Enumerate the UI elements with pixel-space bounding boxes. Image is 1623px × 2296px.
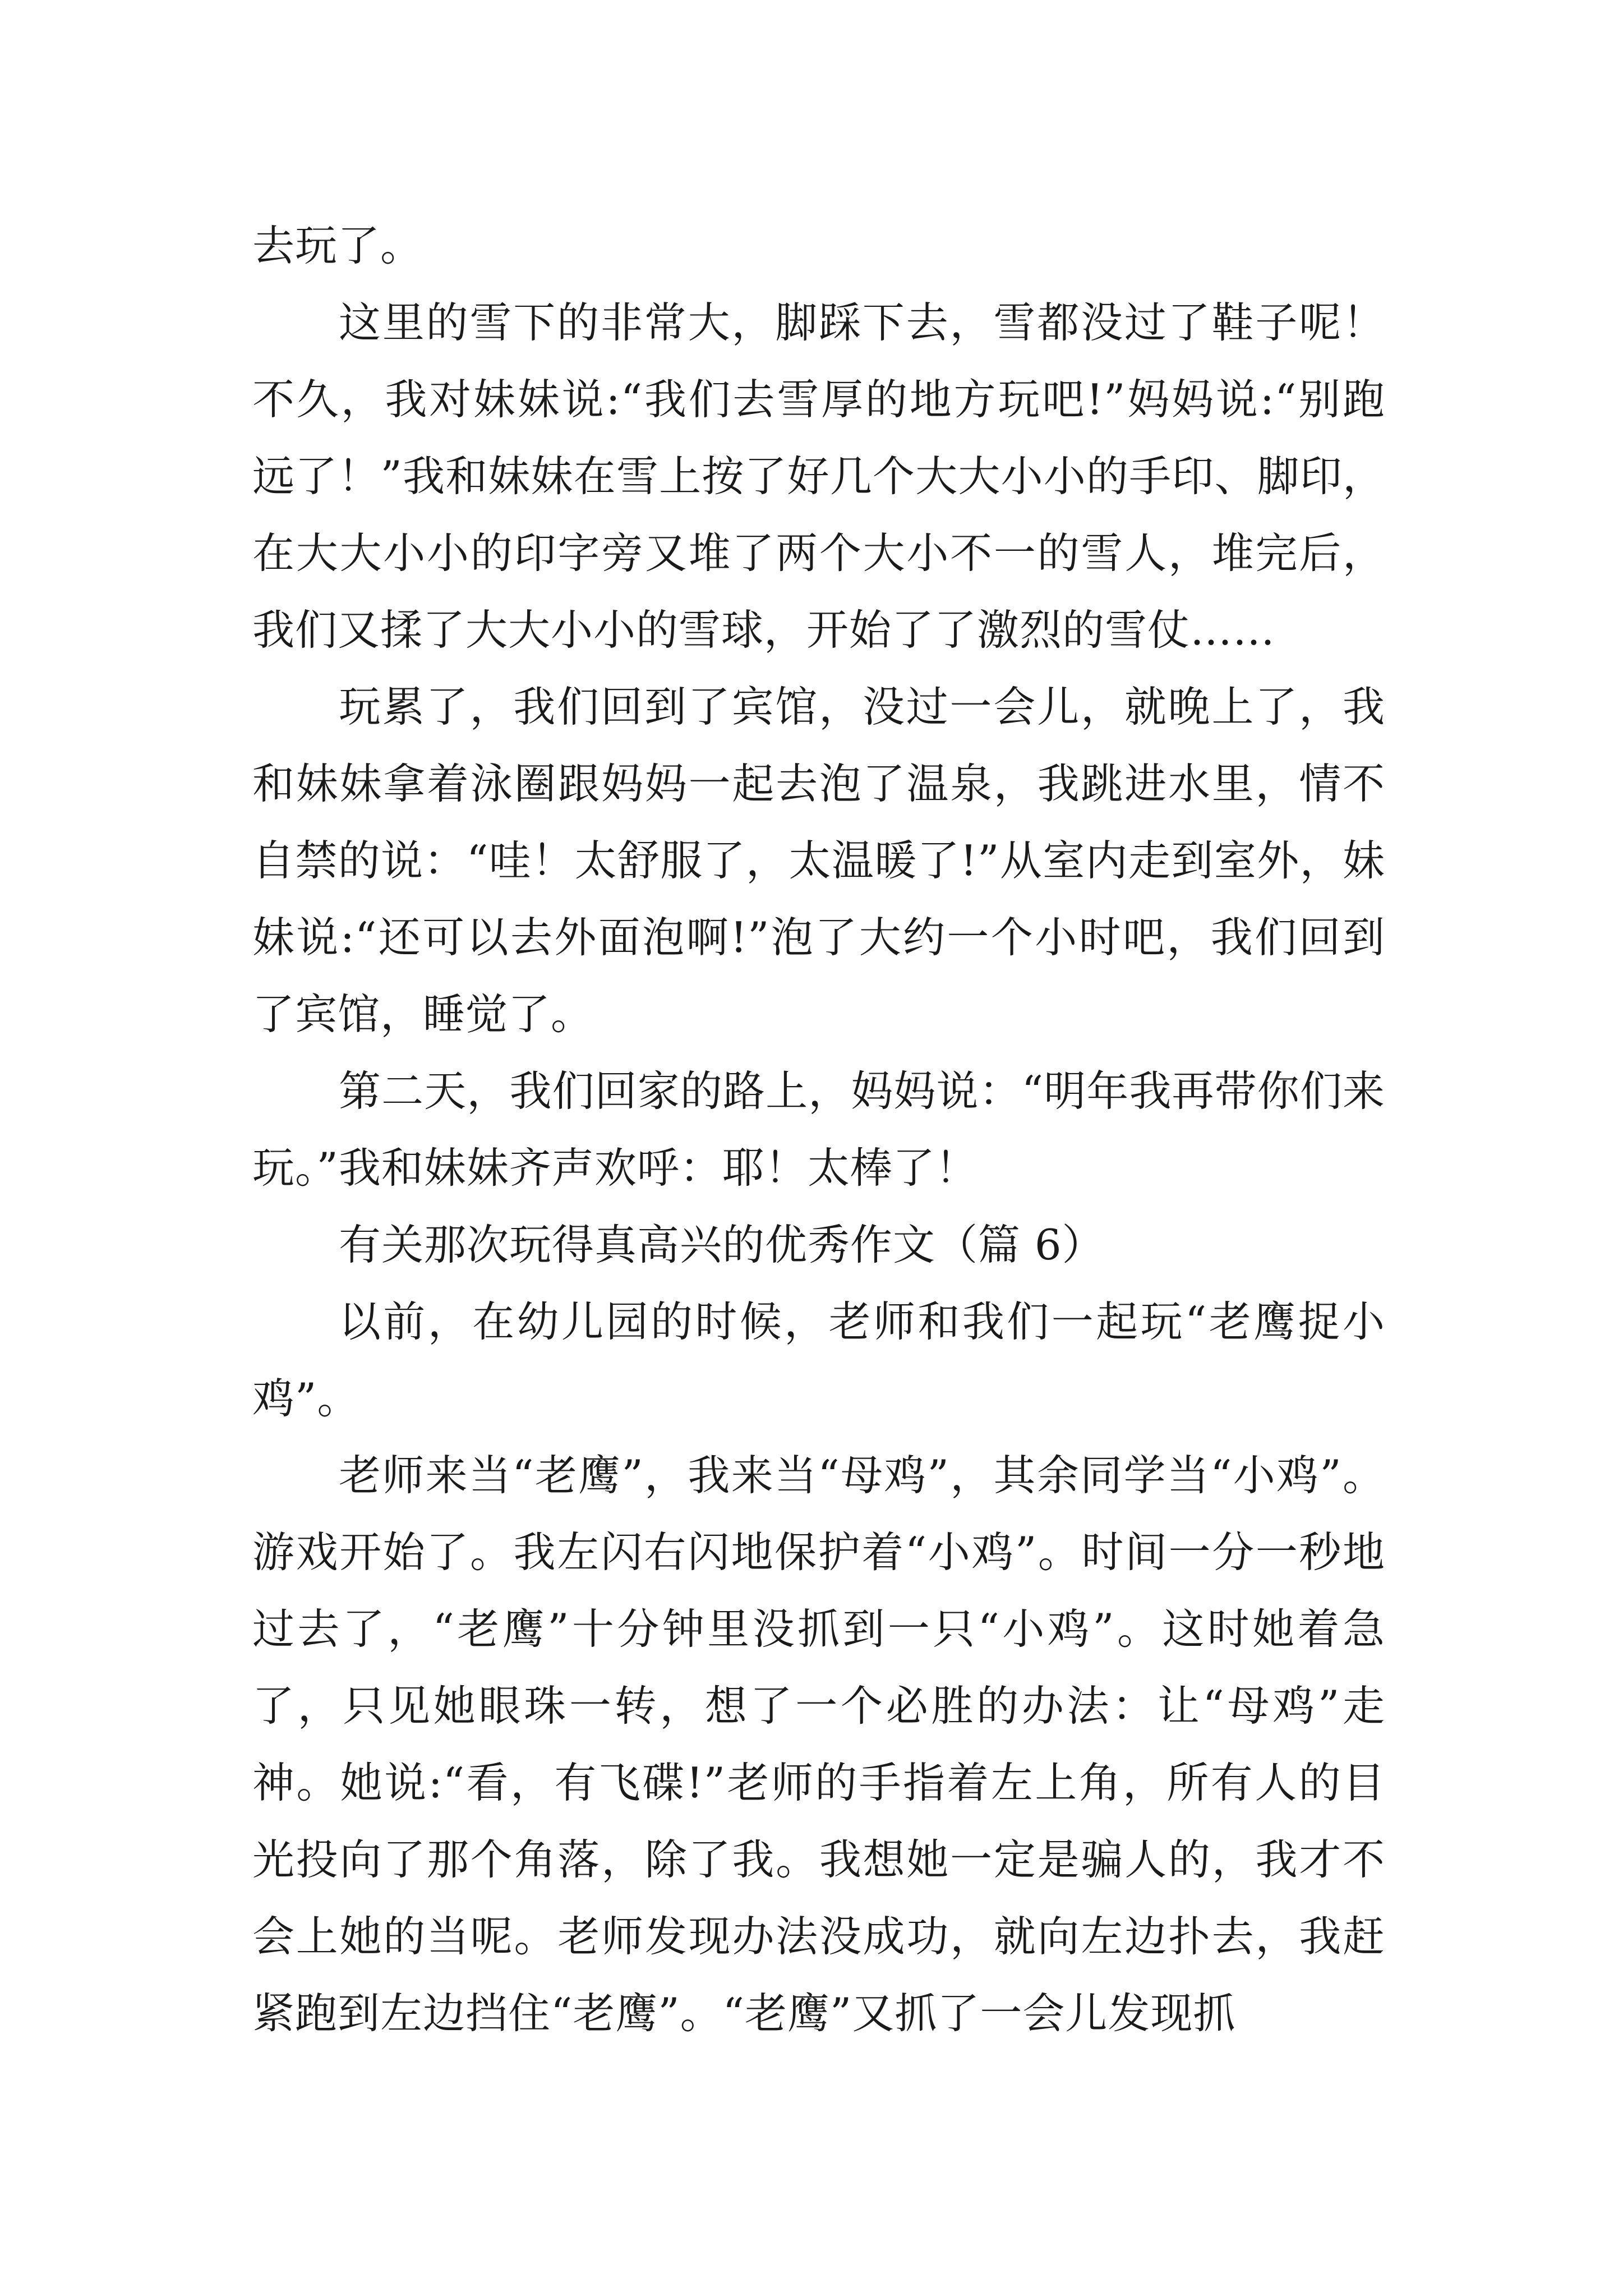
paragraph-eagle-game: 老师来当“老鹰”，我来当“母鸡”，其余同学当“小鸡”。游戏开始了。我左闪右闪地保护着“小鸡”。时间一分一秒地过去了，“老鹰”十分钟里没抓到一只“小鸡”。这时她着急了，只见她眼珠一转，想了一个必胜的办法：让“母鸡”走神。她说:“看，有飞碟!”老师的手指着左上角，所有人的目光投向了那个角落，除了我。我想她一定是骗人的，我才不会上她的当呢。老师发现办法没成功，就向左边扑去，我赶紧跑到左边挡住“老鹰”。“老鹰”又抓了一会儿发现抓 [252,1451,1385,2038]
essay-title: 有关那次玩得真高兴的优秀作文（篇 6） [339,1220,1105,1269]
paragraph-continuation: 去玩了。 [252,221,423,270]
paragraph-next-day: 第二天，我们回家的路上，妈妈说：“明年我再带你们来玩。”我和妹妹齐声欢呼：耶！太棒了！ [252,1066,1385,1193]
paragraph-snow-play: 这里的雪下的非常大，脚踩下去，雪都没过了鞋子呢！不久，我对妹妹说:“我们去雪厚的地方玩吧!”妈妈说:“别跑远了！”我和妹妹在雪上按了好几个大大小小的手印、脚印，在大大小小的印字旁又堆了两个大小不一的雪人，堆完后，我们又揉了大大小小的雪球，开始了了激烈的雪仗…… [252,298,1385,655]
essay-body [252,208,1385,2052]
paragraph-kindergarten: 以前，在幼儿园的时候，老师和我们一起玩“老鹰捉小鸡”。 [252,1297,1385,1423]
paragraph-hot-spring: 玩累了，我们回到了宾馆，没过一会儿，就晚上了，我和妹妹拿着泳圈跟妈妈一起去泡了温泉，我跳进水里，情不自禁的说：“哇！太舒服了，太温暖了!”从室内走到室外，妹妹说:“还可以去外面泡啊!”泡了大约一个小时吧，我们回到了宾馆，睡觉了。 [252,682,1385,1039]
